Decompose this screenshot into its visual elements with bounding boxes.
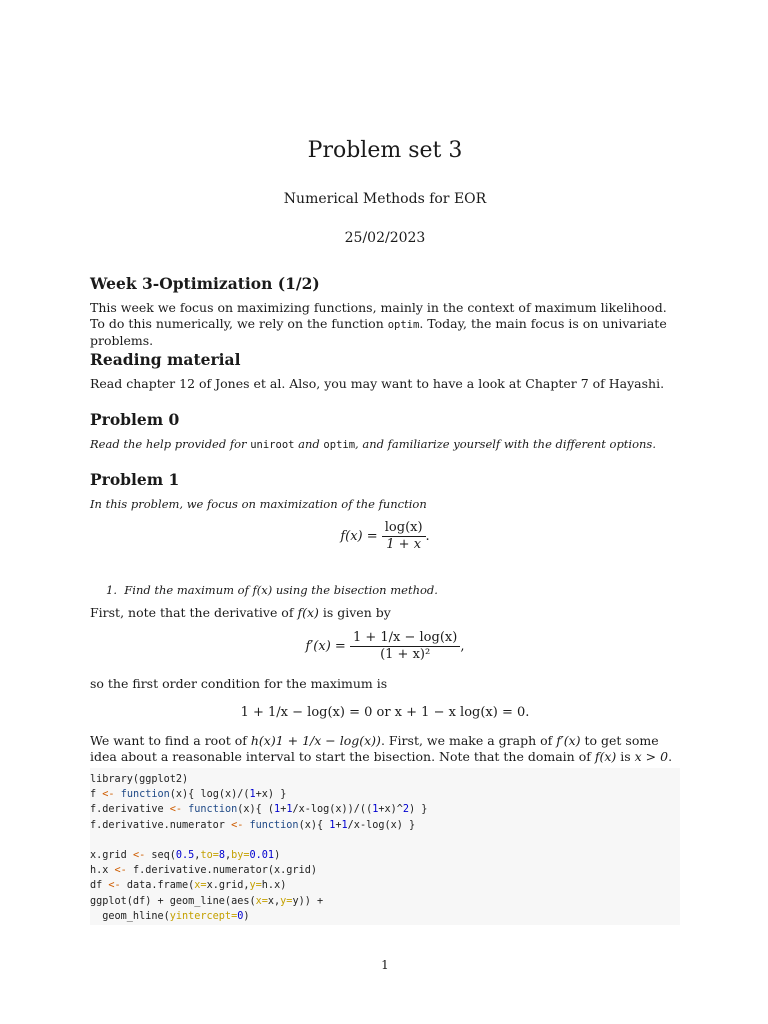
code-token: f.derivative [90, 804, 170, 816]
week-paragraph [90, 300, 680, 349]
code-operator: <- [108, 880, 121, 892]
code-token: +x) } [255, 789, 287, 801]
code-token: x.grid, [206, 880, 250, 892]
inline-code-optim: optim [387, 319, 420, 331]
code-number: 2 [402, 804, 410, 816]
inline-code-uniroot: uniroot [250, 439, 295, 451]
code-argument: by= [231, 850, 250, 862]
code-line-9 [90, 896, 323, 907]
equation-f-lhs: f(x) = [340, 529, 378, 544]
code-number: 1 [372, 804, 379, 816]
code-line-6 [90, 850, 280, 861]
root-text-e: . [668, 749, 673, 764]
code-listing [90, 772, 680, 924]
equation-fprime [90, 630, 680, 663]
equation-fprime-numerator: 1 + 1/x − log(x) [350, 630, 460, 647]
code-token: f.derivative.numerator [90, 819, 232, 831]
code-line-1: library(ggplot2) [90, 774, 189, 785]
root-math-domain: x > 0 [634, 749, 669, 764]
code-token: f.derivative.numerator(x.grid) [126, 865, 317, 877]
root-paragraph [90, 733, 680, 765]
code-token: seq( [145, 850, 176, 862]
section-heading-problem1: Problem 1 [90, 470, 180, 489]
root-text-b: . First, we make a graph of [380, 733, 557, 748]
code-argument: x= [255, 895, 268, 907]
code-token: f [90, 789, 103, 801]
root-text-d: is [616, 749, 635, 764]
derivative-paragraph [90, 605, 680, 621]
foc-paragraph: so the first order condition for the maximum is [90, 676, 388, 691]
code-token: (x){ log(x)/( [169, 789, 250, 801]
code-token: ) [274, 850, 281, 862]
equation-fprime-tail: , [460, 639, 465, 654]
code-keyword: function [249, 819, 299, 831]
equation-fprime-fraction [350, 630, 460, 663]
equation-foc: 1 + 1/x − log(x) = 0 or x + 1 − x log(x) = 0. [240, 705, 530, 720]
root-text-a: We want to find a root of [90, 733, 251, 748]
code-line-8 [90, 880, 286, 891]
code-token: geom_hline( [90, 910, 170, 922]
code-token: + [280, 804, 287, 816]
code-operator: <- [169, 804, 183, 816]
item-math: f(x) [252, 583, 273, 597]
derivative-text: First, note that the derivative of [90, 605, 298, 620]
code-line-4 [90, 820, 415, 831]
equation-f-numerator: log(x) [382, 520, 426, 537]
problem1-item-1 [90, 582, 680, 598]
item-text-end: using the bisection method. [272, 583, 438, 597]
problem0-text-end: , and familiarize yourself with the different options. [355, 437, 656, 451]
code-operator: <- [102, 789, 115, 801]
document-title: Problem set 3 [307, 138, 463, 163]
code-number: 1 [286, 804, 293, 816]
code-number: 8 [218, 850, 225, 862]
problem0-paragraph [90, 436, 680, 453]
section-heading-week: Week 3-Optimization (1/2) [90, 274, 320, 293]
document-page [90, 0, 680, 1024]
code-operator: <- [132, 850, 146, 862]
problem0-text-and: and [294, 437, 324, 451]
code-token: (x){ ( [237, 804, 275, 816]
week-text-end: . Today, the main focus is on univariate problems. [90, 316, 667, 348]
root-text-c: to get some idea about a reasonable interval to start the bisection. Note that the domain of [90, 733, 659, 764]
root-math-fprime: f′(x) [556, 733, 581, 748]
code-number: 1 [341, 819, 348, 831]
root-math-f: f(x) [594, 749, 617, 764]
code-token: x, [267, 895, 281, 907]
code-operator: <- [114, 865, 127, 877]
code-number: 0 [237, 910, 244, 922]
problem0-text: Read the help provided for [90, 437, 251, 451]
code-token: ) } [409, 804, 428, 816]
code-line-3 [90, 804, 427, 815]
code-line-10 [90, 911, 249, 922]
code-token: /x-log(x) } [347, 819, 416, 831]
code-number: 1 [249, 789, 256, 801]
code-token: x.grid [90, 850, 133, 862]
code-token: (x){ [298, 819, 330, 831]
equation-f [90, 520, 680, 553]
code-token: ) [243, 910, 250, 922]
code-operator: <- [231, 819, 244, 831]
equation-f-fraction [382, 520, 426, 553]
derivative-math: f(x) [297, 605, 319, 620]
code-keyword: function [120, 789, 170, 801]
code-block [90, 768, 680, 925]
equation-f-tail: . [425, 529, 430, 544]
code-token: h.x [90, 865, 115, 877]
equation-fprime-denominator: (1 + x)² [380, 647, 431, 662]
code-token: y)) + [292, 895, 324, 907]
code-argument: yintercept= [169, 910, 238, 922]
code-line-2 [90, 789, 286, 800]
code-token: h.x) [261, 880, 287, 892]
equation-f-denominator: 1 + x [386, 537, 422, 552]
code-keyword: function [188, 804, 238, 816]
equation-fprime-lhs: f′(x) = [305, 639, 346, 654]
code-argument: to= [200, 850, 219, 862]
problem1-intro: In this problem, we focus on maximization of the function [90, 497, 427, 511]
code-token: + [335, 819, 342, 831]
derivative-text-end: is given by [318, 605, 391, 620]
page-number: 1 [381, 958, 389, 972]
inline-code-optim-2: optim [323, 439, 356, 451]
code-argument: y= [249, 880, 262, 892]
code-token: data.frame( [120, 880, 195, 892]
document-subtitle: Numerical Methods for EOR [283, 191, 487, 207]
code-token: , [224, 850, 232, 862]
item-number: 1. [106, 583, 117, 597]
code-number: 1 [274, 804, 281, 816]
code-token: , [194, 850, 201, 862]
section-heading-problem0: Problem 0 [90, 410, 180, 429]
code-argument: x= [194, 880, 207, 892]
root-math-h: h(x)1 + 1/x − log(x)) [250, 733, 381, 748]
week-text: This week we focus on maximizing functions, mainly in the context of maximum likelihood. To do this numerically, we rely on the function [90, 300, 667, 331]
code-argument: y= [280, 895, 293, 907]
section-heading-reading: Reading material [90, 350, 241, 369]
code-token: df [90, 880, 109, 892]
code-number: 0.01 [249, 850, 275, 862]
reading-paragraph: Read chapter 12 of Jones et al. Also, you may want to have a look at Chapter 7 of Hayashi. [90, 376, 665, 391]
item-text: Find the maximum of [124, 583, 253, 597]
code-line-7 [90, 865, 317, 876]
code-number: 0.5 [175, 850, 195, 862]
code-token: +x)^ [378, 804, 403, 816]
document-date: 25/02/2023 [344, 230, 426, 246]
code-number: 1 [329, 819, 336, 831]
code-token: ggplot(df) + geom_line(aes( [90, 895, 256, 907]
code-token: /x-log(x))/(( [292, 804, 373, 816]
